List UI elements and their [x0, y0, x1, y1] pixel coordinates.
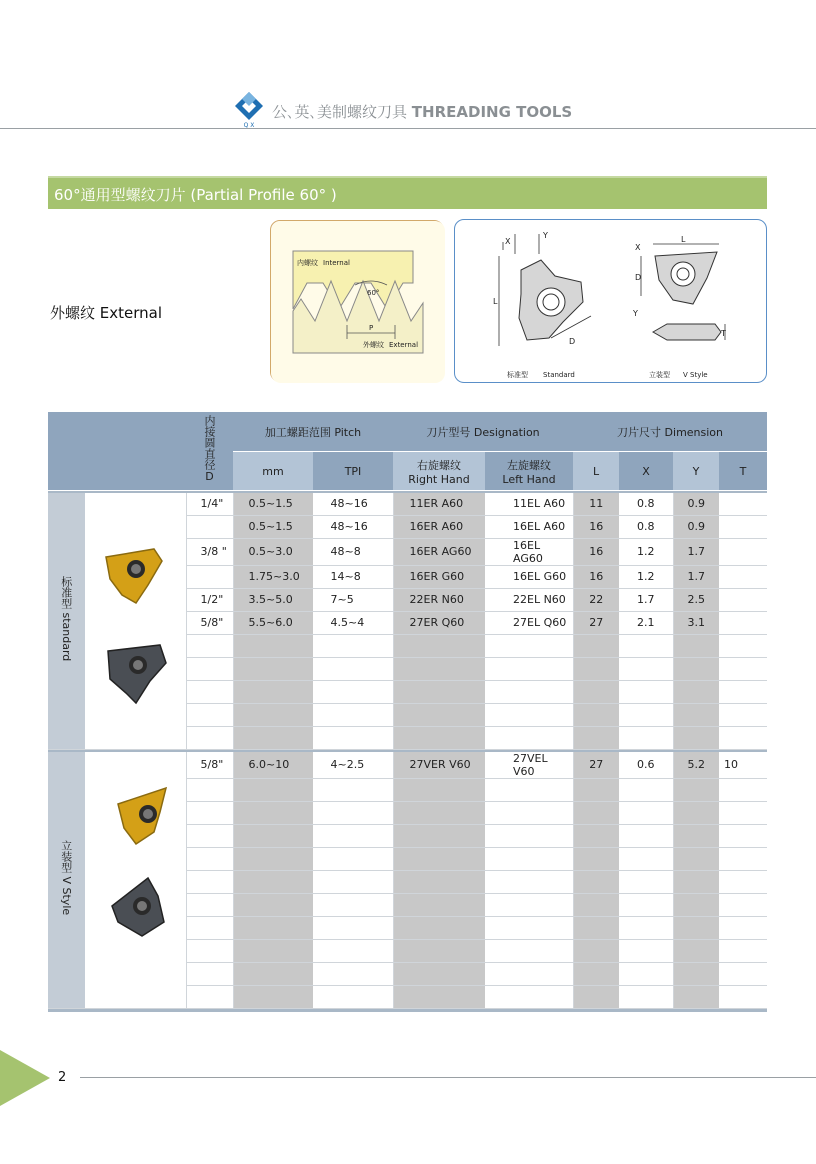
cell-Y: 2.5 — [673, 588, 719, 611]
cell-left-hand: 11EL A60 — [485, 493, 573, 516]
cell-right-hand — [393, 916, 485, 939]
cell-right-hand — [393, 870, 485, 893]
standard-insert-images — [85, 493, 186, 750]
dim-d-vstyle: D — [635, 273, 642, 282]
cell-T — [719, 703, 767, 726]
cell-T — [719, 962, 767, 985]
footer-rule — [80, 1077, 816, 1078]
cell-pitch-mm — [233, 847, 313, 870]
cell-right-hand — [393, 680, 485, 703]
gold-standard-insert-image — [96, 535, 176, 615]
standard-category-text: 标准型 standard — [59, 576, 73, 662]
cell-L — [573, 916, 619, 939]
cell-Y — [673, 703, 719, 726]
cell-X — [619, 703, 673, 726]
cell-pitch-tpi: 48~16 — [313, 515, 393, 538]
cell-pitch-tpi — [313, 939, 393, 962]
cell-pitch-mm: 3.5~5.0 — [233, 588, 313, 611]
header-diameter: 内接圆直径D — [186, 412, 233, 490]
header-rh-cn: 右旋螺纹 — [417, 458, 461, 472]
cell-diameter: 3/8 " — [186, 538, 233, 565]
cell-right-hand — [393, 778, 485, 801]
cell-right-hand — [393, 962, 485, 985]
cell-left-hand — [485, 778, 573, 801]
cell-pitch-mm — [233, 801, 313, 824]
cell-pitch-tpi — [313, 870, 393, 893]
cell-L — [573, 870, 619, 893]
cell-diameter: 1/2" — [186, 588, 233, 611]
cell-Y — [673, 634, 719, 657]
dim-l-standard: L — [493, 297, 498, 306]
dim-d-standard: D — [569, 337, 576, 346]
cell-L: 16 — [573, 538, 619, 565]
cell-left-hand: 16EL G60 — [485, 565, 573, 588]
cell-pitch-mm — [233, 939, 313, 962]
header-title-en: THREADING TOOLS — [411, 103, 573, 121]
cell-diameter — [186, 657, 233, 680]
cell-pitch-mm — [233, 680, 313, 703]
cell-pitch-tpi — [313, 962, 393, 985]
external-label: 外螺纹 External — [50, 304, 163, 322]
cell-pitch-mm: 6.0~10 — [233, 752, 313, 779]
cell-Y — [673, 726, 719, 749]
cell-pitch-mm: 0.5~3.0 — [233, 538, 313, 565]
table-corner — [48, 412, 186, 490]
cell-L: 16 — [573, 565, 619, 588]
page-header — [0, 88, 816, 130]
cell-left-hand — [485, 801, 573, 824]
cell-diameter — [186, 778, 233, 801]
cell-left-hand — [485, 726, 573, 749]
cell-Y — [673, 985, 719, 1008]
cell-X: 0.8 — [619, 515, 673, 538]
cell-Y — [673, 657, 719, 680]
cell-right-hand — [393, 893, 485, 916]
cell-pitch-tpi — [313, 680, 393, 703]
cell-Y — [673, 801, 719, 824]
dim-y-standard: Y — [543, 231, 548, 240]
cell-pitch-mm — [233, 870, 313, 893]
cell-Y — [673, 916, 719, 939]
label-internal-cn: 内螺纹 — [297, 259, 318, 267]
caption-vstyle-en: V Style — [683, 371, 708, 379]
cell-pitch-mm — [233, 703, 313, 726]
vstyle-section — [48, 752, 767, 1009]
cell-T — [719, 824, 767, 847]
cell-left-hand — [485, 824, 573, 847]
cell-L: 22 — [573, 588, 619, 611]
standard-category-label — [48, 493, 85, 750]
cell-right-hand — [393, 801, 485, 824]
cell-T — [719, 939, 767, 962]
cell-L — [573, 985, 619, 1008]
cell-L — [573, 893, 619, 916]
insert-dimension-diagram — [454, 219, 767, 383]
header-lh-en: Left Hand — [502, 472, 556, 486]
cell-L: 27 — [573, 752, 619, 779]
cell-left-hand — [485, 916, 573, 939]
label-pitch: P — [369, 324, 374, 332]
cell-left-hand: 22EL N60 — [485, 588, 573, 611]
cell-pitch-tpi: 48~8 — [313, 538, 393, 565]
cell-right-hand: 16ER G60 — [393, 565, 485, 588]
cell-T — [719, 916, 767, 939]
cell-pitch-mm — [233, 824, 313, 847]
cell-X: 1.2 — [619, 538, 673, 565]
caption-standard-cn: 标准型 — [507, 371, 528, 379]
cell-T — [719, 565, 767, 588]
cell-pitch-mm: 0.5~1.5 — [233, 493, 313, 516]
cell-Y — [673, 962, 719, 985]
specification-table — [48, 412, 767, 1012]
cell-Y: 1.7 — [673, 538, 719, 565]
label-angle: 60° — [367, 289, 380, 297]
cell-right-hand — [393, 634, 485, 657]
cell-left-hand — [485, 680, 573, 703]
header-tpi: TPI — [313, 452, 393, 491]
cell-pitch-tpi: 14~8 — [313, 565, 393, 588]
cell-T — [719, 893, 767, 916]
cell-right-hand — [393, 939, 485, 962]
cell-X — [619, 657, 673, 680]
header-dimension-group: 刀片尺寸 Dimension — [573, 412, 767, 452]
cell-right-hand — [393, 703, 485, 726]
cell-diameter: 1/4" — [186, 493, 233, 516]
cell-T — [719, 538, 767, 565]
dim-y-vstyle: Y — [633, 309, 638, 318]
cell-pitch-tpi: 7~5 — [313, 588, 393, 611]
cell-pitch-tpi: 4.5~4 — [313, 611, 393, 634]
cell-right-hand: 27ER Q60 — [393, 611, 485, 634]
cell-pitch-mm — [233, 916, 313, 939]
cell-T — [719, 588, 767, 611]
cell-pitch-tpi — [313, 726, 393, 749]
cell-Y — [673, 778, 719, 801]
cell-L — [573, 962, 619, 985]
cell-X: 2.1 — [619, 611, 673, 634]
cell-T — [719, 870, 767, 893]
cell-pitch-tpi — [313, 847, 393, 870]
cell-right-hand: 16ER A60 — [393, 515, 485, 538]
cell-right-hand — [393, 985, 485, 1008]
header-rule — [0, 128, 816, 129]
cell-left-hand: 16EL AG60 — [485, 538, 573, 565]
cell-diameter — [186, 985, 233, 1008]
cell-diameter — [186, 847, 233, 870]
cell-left-hand — [485, 657, 573, 680]
cell-Y — [673, 824, 719, 847]
cell-left-hand — [485, 634, 573, 657]
footer-triangle — [0, 1050, 50, 1106]
cell-pitch-tpi — [313, 801, 393, 824]
header-title — [272, 101, 572, 122]
caption-vstyle-cn: 立装型 — [649, 371, 670, 379]
cell-L — [573, 847, 619, 870]
cell-L — [573, 939, 619, 962]
cell-T — [719, 726, 767, 749]
cell-right-hand — [393, 726, 485, 749]
cell-X — [619, 634, 673, 657]
cell-X — [619, 916, 673, 939]
cell-left-hand: 16EL A60 — [485, 515, 573, 538]
cell-L: 27 — [573, 611, 619, 634]
cell-L — [573, 726, 619, 749]
cell-pitch-mm — [233, 985, 313, 1008]
cell-pitch-mm — [233, 634, 313, 657]
cell-right-hand: 11ER A60 — [393, 493, 485, 516]
cell-left-hand — [485, 703, 573, 726]
page-number: 2 — [58, 1070, 67, 1085]
table-row — [48, 752, 767, 779]
cell-diameter — [186, 680, 233, 703]
cell-right-hand — [393, 657, 485, 680]
cell-pitch-mm: 5.5~6.0 — [233, 611, 313, 634]
cell-pitch-tpi: 48~16 — [313, 493, 393, 516]
cell-Y — [673, 893, 719, 916]
cell-X — [619, 680, 673, 703]
cell-pitch-mm — [233, 726, 313, 749]
vstyle-category-text: 立装型 V Style — [59, 840, 73, 916]
cell-pitch-tpi — [313, 703, 393, 726]
cell-diameter — [186, 870, 233, 893]
cell-Y — [673, 847, 719, 870]
dark-standard-insert-image — [96, 633, 176, 713]
cell-diameter — [186, 893, 233, 916]
cell-left-hand: 27EL Q60 — [485, 611, 573, 634]
caption-standard-en: Standard — [543, 371, 575, 379]
standard-section — [48, 493, 767, 750]
cell-pitch-mm: 0.5~1.5 — [233, 515, 313, 538]
logo-text: Q X — [243, 122, 255, 128]
cell-pitch-mm: 1.75~3.0 — [233, 565, 313, 588]
cell-X: 0.6 — [619, 752, 673, 779]
cell-diameter — [186, 515, 233, 538]
cell-pitch-tpi — [313, 893, 393, 916]
cell-L: 16 — [573, 515, 619, 538]
cell-pitch-tpi — [313, 778, 393, 801]
table-bottom-rule — [48, 1008, 767, 1012]
cell-diameter — [186, 824, 233, 847]
cell-L: 11 — [573, 493, 619, 516]
cell-X: 1.2 — [619, 565, 673, 588]
header-X: X — [619, 452, 673, 491]
cell-diameter — [186, 939, 233, 962]
label-external-en: External — [389, 341, 419, 349]
thread-profile-diagram — [270, 220, 444, 382]
cell-pitch-tpi — [313, 916, 393, 939]
cell-Y — [673, 680, 719, 703]
header-left-hand — [485, 452, 573, 491]
dim-x-standard: X — [505, 237, 511, 246]
cell-X: 0.8 — [619, 493, 673, 516]
header-L: L — [573, 452, 619, 491]
cell-pitch-mm — [233, 657, 313, 680]
cell-diameter — [186, 565, 233, 588]
header-right-hand — [393, 452, 485, 491]
cell-X — [619, 985, 673, 1008]
cell-right-hand: 27VER V60 — [393, 752, 485, 779]
cell-X — [619, 726, 673, 749]
label-external-cn: 外螺纹 — [363, 341, 384, 349]
cell-left-hand — [485, 870, 573, 893]
specification-table-wrap — [48, 412, 767, 1012]
cell-Y — [673, 939, 719, 962]
cell-pitch-tpi — [313, 634, 393, 657]
vstyle-category-label — [48, 752, 85, 1009]
cell-X — [619, 870, 673, 893]
cell-X — [619, 939, 673, 962]
cell-pitch-tpi — [313, 657, 393, 680]
header-mm: mm — [233, 452, 313, 491]
gold-vstyle-insert-image — [100, 774, 180, 854]
cell-L — [573, 657, 619, 680]
cell-X — [619, 893, 673, 916]
cell-X — [619, 801, 673, 824]
label-internal-en: Internal — [323, 259, 350, 267]
cell-Y: 0.9 — [673, 493, 719, 516]
cell-Y: 5.2 — [673, 752, 719, 779]
cell-right-hand: 22ER N60 — [393, 588, 485, 611]
cell-L — [573, 703, 619, 726]
cell-pitch-tpi: 4~2.5 — [313, 752, 393, 779]
cell-left-hand: 27VEL V60 — [485, 752, 573, 779]
cell-diameter — [186, 726, 233, 749]
header-rh-en: Right Hand — [408, 472, 470, 486]
cell-T: 10 — [719, 752, 767, 779]
dark-vstyle-insert-image — [98, 866, 178, 946]
cell-T — [719, 801, 767, 824]
cell-pitch-mm — [233, 893, 313, 916]
cell-diameter — [186, 962, 233, 985]
header-designation-group: 刀片型号 Designation — [393, 412, 573, 452]
cell-left-hand — [485, 939, 573, 962]
cell-pitch-mm — [233, 962, 313, 985]
cell-X — [619, 824, 673, 847]
cell-L — [573, 634, 619, 657]
cell-T — [719, 657, 767, 680]
cell-diameter: 5/8" — [186, 611, 233, 634]
cell-L — [573, 801, 619, 824]
cell-left-hand — [485, 893, 573, 916]
cell-T — [719, 515, 767, 538]
cell-diameter — [186, 703, 233, 726]
cell-X — [619, 847, 673, 870]
dim-t-vstyle: T — [721, 329, 726, 338]
cell-X — [619, 962, 673, 985]
cell-Y: 3.1 — [673, 611, 719, 634]
cell-Y: 0.9 — [673, 515, 719, 538]
vstyle-insert-images — [85, 752, 186, 1009]
cell-T — [719, 680, 767, 703]
dim-l-vstyle: L — [681, 235, 686, 244]
cell-T — [719, 985, 767, 1008]
cell-diameter — [186, 916, 233, 939]
section-title-bar — [48, 176, 767, 209]
cell-left-hand — [485, 985, 573, 1008]
cell-X — [619, 778, 673, 801]
cell-L — [573, 824, 619, 847]
cell-pitch-tpi — [313, 985, 393, 1008]
cell-diameter: 5/8" — [186, 752, 233, 779]
cell-right-hand — [393, 847, 485, 870]
cell-T — [719, 847, 767, 870]
cell-diameter — [186, 634, 233, 657]
cell-left-hand — [485, 847, 573, 870]
cell-L — [573, 778, 619, 801]
header-pitch-group: 加工螺距范围 Pitch — [233, 412, 393, 452]
header-lh-cn: 左旋螺纹 — [507, 458, 551, 472]
header-T: T — [719, 452, 767, 491]
cell-T — [719, 778, 767, 801]
cell-diameter — [186, 801, 233, 824]
header-title-cn: 公､英､美制螺纹刀具 — [272, 103, 408, 121]
cell-pitch-tpi — [313, 824, 393, 847]
cell-right-hand — [393, 824, 485, 847]
cell-L — [573, 680, 619, 703]
dim-x-vstyle: X — [635, 243, 641, 252]
table-row — [48, 493, 767, 516]
cell-right-hand: 16ER AG60 — [393, 538, 485, 565]
header-Y: Y — [673, 452, 719, 491]
company-logo — [232, 90, 266, 128]
cell-X: 1.7 — [619, 588, 673, 611]
cell-T — [719, 611, 767, 634]
cell-pitch-mm — [233, 778, 313, 801]
cell-T — [719, 634, 767, 657]
cell-T — [719, 493, 767, 516]
cell-Y: 1.7 — [673, 565, 719, 588]
cell-Y — [673, 870, 719, 893]
section-title: 60°通用型螺纹刀片 (Partial Profile 60° ) — [54, 186, 337, 204]
cell-left-hand — [485, 962, 573, 985]
